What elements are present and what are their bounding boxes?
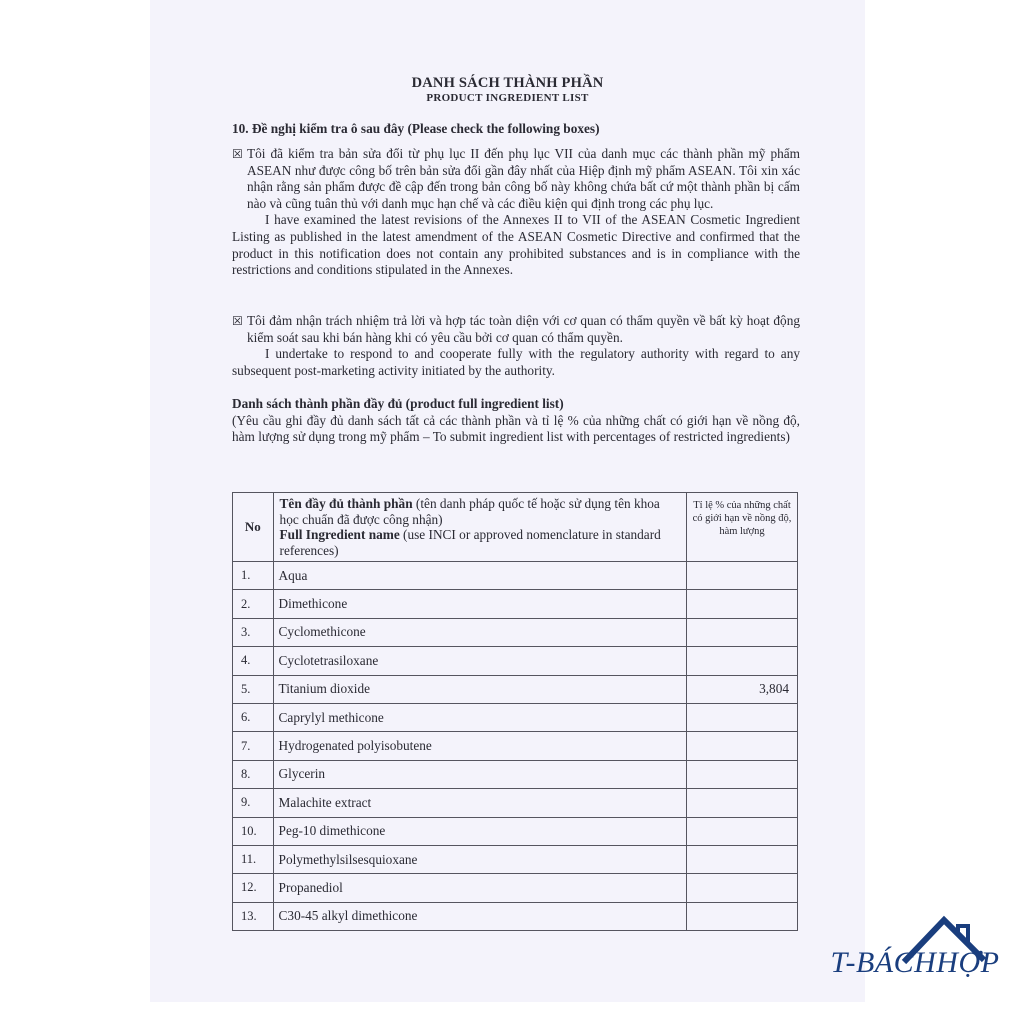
ingredient-name: Dimethicone bbox=[273, 590, 686, 618]
column-header-no: No bbox=[233, 493, 274, 562]
ingredient-percentage bbox=[687, 760, 798, 788]
row-number: 4. bbox=[233, 647, 274, 675]
row-number: 5. bbox=[233, 675, 274, 703]
document-subtitle: PRODUCT INGREDIENT LIST bbox=[426, 92, 589, 104]
table-row bbox=[233, 874, 798, 902]
declaration-1-vi bbox=[232, 146, 800, 212]
column-header-name bbox=[273, 493, 686, 562]
table-row bbox=[233, 845, 798, 873]
ingredient-name: Aqua bbox=[273, 562, 686, 590]
checked-box-icon: ☒ bbox=[232, 147, 243, 161]
ingredient-percentage bbox=[687, 732, 798, 760]
table-row bbox=[233, 789, 798, 817]
table-row bbox=[233, 817, 798, 845]
table-row bbox=[233, 675, 798, 703]
ingredient-name: Hydrogenated polyisobutene bbox=[273, 732, 686, 760]
ingredient-percentage bbox=[687, 789, 798, 817]
row-number: 10. bbox=[233, 817, 274, 845]
column-header-name-en-note: (use INCI or approved nomenclature in standard references) bbox=[279, 527, 661, 558]
ingredient-name: Cyclomethicone bbox=[273, 618, 686, 646]
declaration-1-en: I have examined the latest revisions of the Annexes II to VII of the ASEAN Cosmetic Ingredient Listing as published in the latest amendment of the ASEAN Cosmetic Directive and confirmed that the product in this notification does not contain any prohibited substances and is in compliance with the restrictions and conditions stipulated in the Annexes. bbox=[232, 212, 800, 278]
row-number: 2. bbox=[233, 590, 274, 618]
ingredient-name: Peg-10 dimethicone bbox=[273, 817, 686, 845]
row-number: 6. bbox=[233, 703, 274, 731]
ingredient-percentage bbox=[687, 817, 798, 845]
table-row bbox=[233, 902, 798, 930]
ingredient-name: Cyclotetrasiloxane bbox=[273, 647, 686, 675]
ingredient-percentage bbox=[687, 647, 798, 675]
document-title: DANH SÁCH THÀNH PHẦN bbox=[411, 75, 604, 91]
ingredient-name: Polymethylsilsesquioxane bbox=[273, 845, 686, 873]
column-header-percentage: Tỉ lệ % của những chất có giới hạn về nồng độ, hàm lượng bbox=[687, 493, 798, 562]
ingredient-name: Caprylyl methicone bbox=[273, 703, 686, 731]
declaration-1 bbox=[232, 146, 800, 279]
table-row bbox=[233, 562, 798, 590]
ingredient-list-note: (Yêu cầu ghi đầy đủ danh sách tất cả các thành phần và tỉ lệ % của những chất có giới hạn về nồng độ, hàm lượng sử dụng trong mỹ phẩm – To submit ingredient list with percentages of restricted ingredients) bbox=[232, 412, 800, 445]
ingredient-name: Propanediol bbox=[273, 874, 686, 902]
row-number: 1. bbox=[233, 562, 274, 590]
table-body bbox=[233, 562, 798, 931]
row-number: 7. bbox=[233, 732, 274, 760]
declaration-2 bbox=[232, 313, 800, 379]
ingredient-table bbox=[232, 492, 798, 931]
ingredient-percentage bbox=[687, 590, 798, 618]
brand-logo-text: T-BÁCHHỢP bbox=[830, 946, 1000, 979]
row-number: 13. bbox=[233, 902, 274, 930]
table-row bbox=[233, 647, 798, 675]
ingredient-name: Malachite extract bbox=[273, 789, 686, 817]
table-row bbox=[233, 618, 798, 646]
table-header-row bbox=[233, 493, 798, 562]
column-header-name-en: Full Ingredient name bbox=[279, 527, 400, 542]
ingredient-list-intro bbox=[232, 396, 800, 446]
table-row bbox=[233, 732, 798, 760]
section-heading: 10. Đề nghị kiểm tra ô sau đây (Please check the following boxes) bbox=[232, 121, 600, 136]
row-number: 3. bbox=[233, 618, 274, 646]
table-row bbox=[233, 703, 798, 731]
row-number: 11. bbox=[233, 845, 274, 873]
ingredient-percentage bbox=[687, 562, 798, 590]
row-number: 8. bbox=[233, 760, 274, 788]
ingredient-percentage bbox=[687, 703, 798, 731]
declaration-1-vi-text: Tôi đã kiểm tra bản sửa đổi từ phụ lục II đến phụ lục VII của danh mục các thành phần mỹ phẩm ASEAN như được công bố trên bản sửa đổi gần đây nhất của Hiệp định mỹ phẩm ASEAN. Tôi xin xác nhận rằng sản phẩm được đề cập đến trong bản công bố này không chứa bất cứ một thành phần bị cấm nào và cũng tuân thủ với danh mục hạn chế và các điều kiện qui định trong các phụ lục. bbox=[247, 146, 800, 211]
ingredient-name: Titanium dioxide bbox=[273, 675, 686, 703]
column-header-name-vi: Tên đầy đủ thành phần bbox=[279, 496, 413, 511]
table-row bbox=[233, 760, 798, 788]
column-header-name-vi-note: (tên danh pháp quốc tế hoặc sử dụng tên khoa học chuẩn đã được công nhận) bbox=[279, 496, 660, 527]
ingredient-name: C30-45 alkyl dimethicone bbox=[273, 902, 686, 930]
table-row bbox=[233, 590, 798, 618]
ingredient-percentage bbox=[687, 845, 798, 873]
checked-box-icon: ☒ bbox=[232, 314, 243, 328]
brand-logo bbox=[808, 912, 1022, 1022]
ingredient-percentage bbox=[687, 902, 798, 930]
ingredient-percentage bbox=[687, 618, 798, 646]
declaration-2-en: I undertake to respond to and cooperate fully with the regulatory authority with regard to any subsequent post-marketing activity initiated by the authority. bbox=[232, 346, 800, 378]
row-number: 12. bbox=[233, 874, 274, 902]
ingredient-percentage bbox=[687, 874, 798, 902]
row-number: 9. bbox=[233, 789, 274, 817]
declaration-2-vi bbox=[232, 313, 800, 346]
ingredient-percentage: 3,804 bbox=[687, 675, 798, 703]
ingredient-list-heading: Danh sách thành phần đầy đủ (product full ingredient list) bbox=[232, 396, 564, 411]
declaration-2-vi-text: Tôi đảm nhận trách nhiệm trả lời và hợp tác toàn diện với cơ quan có thẩm quyền về bất kỳ hoạt động kiểm soát sau khi bán hàng khi có yêu cầu bởi cơ quan có thẩm quyền. bbox=[247, 313, 800, 345]
ingredient-name: Glycerin bbox=[273, 760, 686, 788]
